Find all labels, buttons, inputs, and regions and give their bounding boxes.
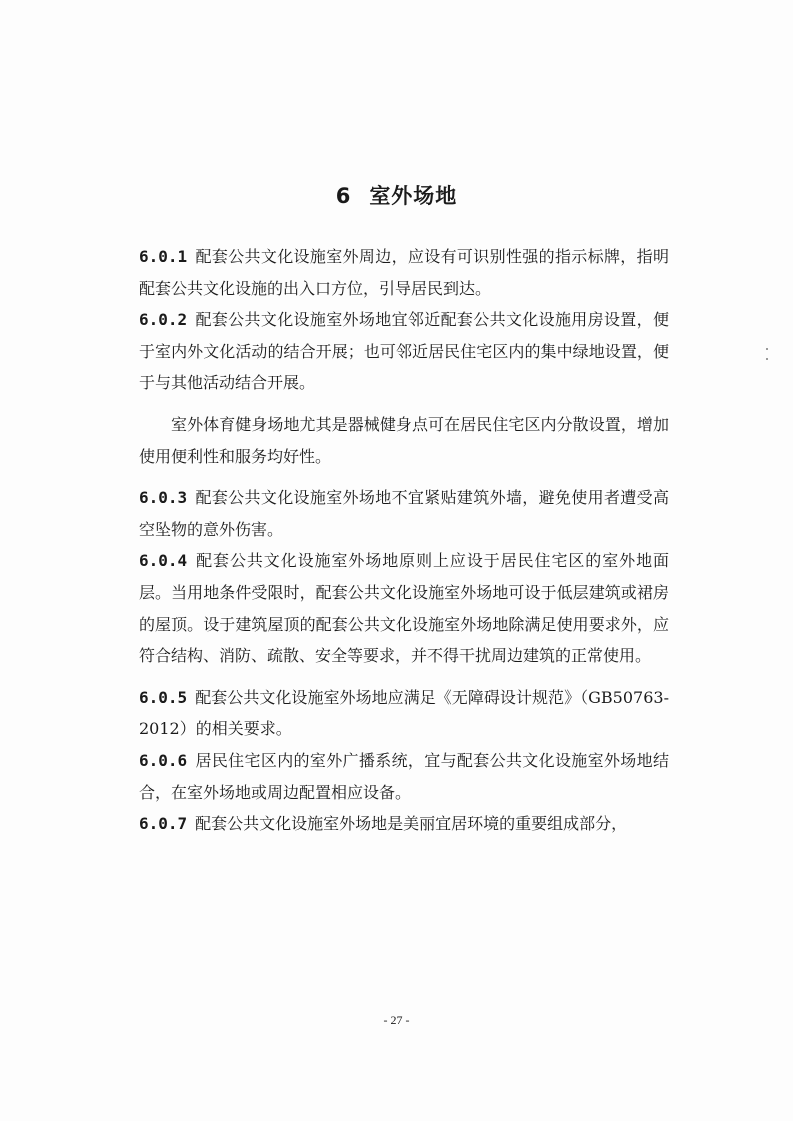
clause-6-0-6 [139, 745, 669, 808]
chapter-title [0, 180, 793, 210]
clause-number: 6.0.6 [139, 750, 188, 770]
clause-text: 配套公共文化设施室外场地宜邻近配套公共文化设施用房设置，便于室内外文化活动的结合开展；也可邻近居民住宅区内的集中绿地设置，便于与其他活动结合开展。 [139, 310, 669, 393]
chapter-title-text: 室外场地 [369, 184, 458, 208]
clause-text: 配套公共文化设施室外场地是美丽宜居环境的重要组成部分， [195, 814, 628, 834]
scan-speck [766, 348, 768, 350]
clause-6-0-4 [139, 545, 669, 671]
clause-text: 配套公共文化设施室外场地不宜紧贴建筑外墙，避免使用者遭受高空坠物的意外伤害。 [139, 488, 669, 539]
clause-6-0-1 [139, 241, 669, 304]
clause-text: 居民住宅区内的室外广播系统，宜与配套公共文化设施室外场地结合，在室外场地或周边配置相应设备。 [139, 750, 669, 802]
clause-number: 6.0.2 [139, 310, 188, 330]
scan-speck-marks [766, 348, 769, 372]
clause-6-0-2 [139, 304, 669, 399]
clause-number: 6.0.5 [139, 687, 188, 707]
clause-6-0-5 [139, 682, 669, 745]
clause-6-0-7 [139, 808, 669, 840]
clause-text: 配套公共文化设施室外周边，应设有可识别性强的指示标牌，指明配套公共文化设施的出入口方位，引导居民到达。 [139, 247, 669, 298]
page-number: - 27 - [383, 1013, 410, 1027]
clause-text: 配套公共文化设施室外场地原则上应设于居民住宅区的室外地面层。当用地条件受限时，配套公共文化设施室外场地可设于低层建筑或裙房的屋顶。设于建筑屋顶的配套公共文化设施室外场地除满足使用要求外，应符合结构、消防、疏散、安全等要求，并不得干扰周边建筑的正常使用。 [139, 551, 669, 666]
chapter-number: 6 [335, 184, 352, 208]
clause-number: 6.0.4 [139, 551, 188, 571]
chapter-body [139, 241, 669, 840]
clause-number: 6.0.1 [139, 247, 188, 266]
clause-number: 6.0.7 [139, 814, 188, 834]
scan-speck [766, 358, 768, 360]
clause-number: 6.0.3 [139, 488, 188, 508]
clause-6-0-2-paragraph-2: 室外体育健身场地尤其是器械健身点可在居民住宅区内分散设置，增加使用便利性和服务均好性。 [139, 414, 669, 466]
clause-6-0-3 [139, 482, 669, 545]
clause-text: 配套公共文化设施室外场地应满足《无障碍设计规范》（GB50763-2012）的相关要求。 [139, 687, 669, 739]
